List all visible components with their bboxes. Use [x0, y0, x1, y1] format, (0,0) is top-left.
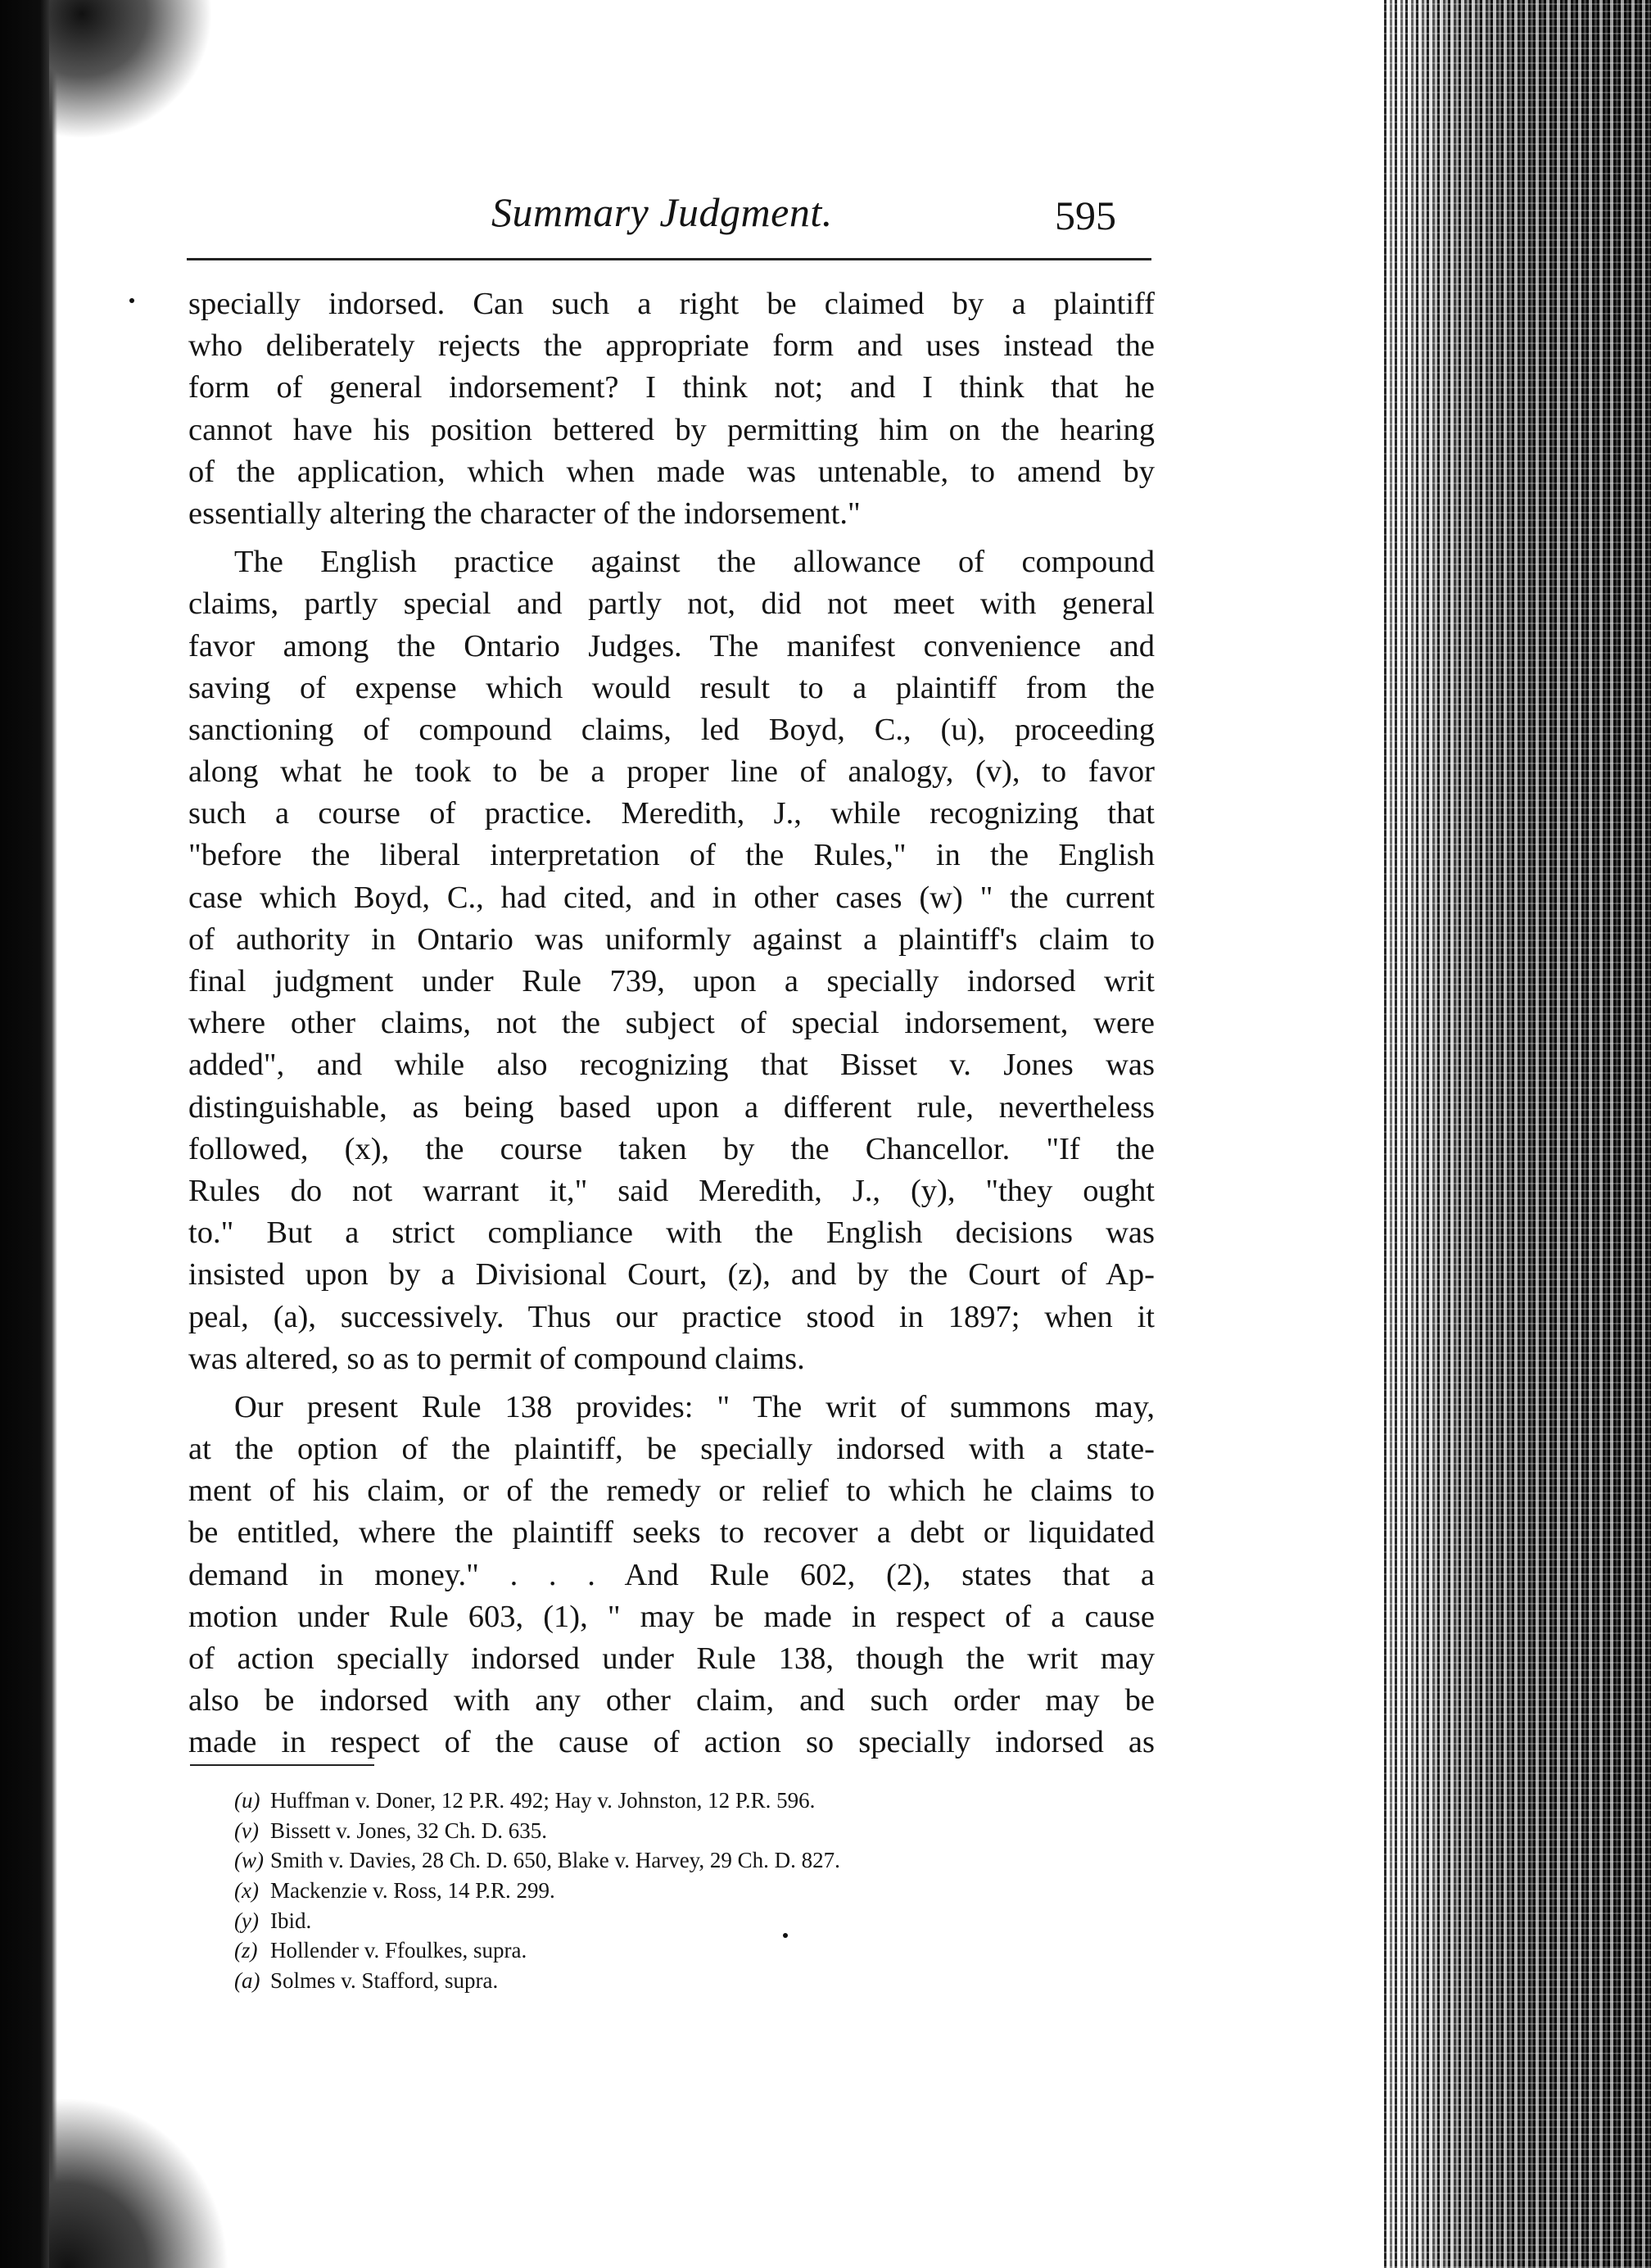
footnote-label: (w) — [234, 1848, 264, 1873]
text-line: cannot have his position bettered by permitting him on the hearing — [188, 412, 1155, 447]
text-line: claims, partly special and partly not, did not meet with general — [188, 586, 1155, 622]
text-line: "before the liberal interpretation of the Rules," in the English — [188, 838, 1155, 873]
footnote-text: Huffman v. Doner, 12 P.R. 492; Hay v. Johnston, 12 P.R. 596. — [270, 1788, 816, 1813]
text-line: demand in money." . . . And Rule 602, (2), states that a — [188, 1557, 1155, 1592]
text-line: specially indorsed. Can such a right be claimed by a plaintiff — [188, 287, 1155, 321]
text-line: favor among the Ontario Judges. The manifest convenience and — [188, 628, 1155, 663]
text-line: of action specially indorsed under Rule 138, though the writ may — [188, 1641, 1155, 1676]
body-text — [188, 283, 1155, 1764]
text-line: distinguishable, as being based upon a different rule, nevertheless — [188, 1089, 1155, 1125]
running-head — [187, 187, 1150, 252]
footnote — [234, 1906, 1135, 1936]
text-line: Our present Rule 138 provides: " The writ of summons may, — [234, 1389, 1155, 1424]
footnote-label: (y) — [234, 1908, 259, 1933]
text-line: made in respect of the cause of action so specially indorsed as — [188, 1725, 1155, 1760]
footnote-label: (u) — [234, 1788, 260, 1813]
text-line: to." But a strict compliance with the English decisions was — [188, 1215, 1155, 1251]
text-line: was altered, so as to permit of compound claims. — [188, 1341, 805, 1376]
text-line: motion under Rule 603, (1), " may be made in respect of a cause — [188, 1599, 1155, 1634]
footnote-text: Solmes v. Stafford, supra. — [270, 1968, 499, 1994]
scan-edge-left-top — [49, 0, 213, 139]
text-line: also be indorsed with any other claim, and such order may be — [188, 1683, 1155, 1718]
footnote-label: (z) — [234, 1938, 258, 1963]
footnote-label: (a) — [234, 1968, 260, 1994]
margin-dot — [129, 298, 134, 303]
scan-edge-right-overlay — [1384, 0, 1651, 2268]
footnote — [234, 1966, 1135, 1996]
scan-edge-left-bottom — [49, 2097, 229, 2268]
text-line: peal, (a), successively. Thus our practice stood in 1897; when it — [188, 1299, 1155, 1334]
paragraph-gap — [188, 535, 1155, 541]
footnote-text: Ibid. — [270, 1908, 312, 1933]
footnote-text: Mackenzie v. Ross, 14 P.R. 299. — [270, 1878, 555, 1904]
footnote — [234, 1935, 1135, 1966]
text-line: such a course of practice. Meredith, J., while recognizing that — [188, 796, 1155, 831]
text-line: The English practice against the allowance of compound — [234, 545, 1155, 580]
footnote-text: Bissett v. Jones, 32 Ch. D. 635. — [270, 1818, 548, 1843]
head-rule — [187, 258, 1151, 260]
paragraph-gap — [188, 1380, 1155, 1387]
footnote — [234, 1845, 1135, 1876]
text-line: essentially altering the character of the indorsement." — [188, 496, 861, 531]
text-line: where other claims, not the subject of special indorsement, were — [188, 1006, 1155, 1041]
text-line: along what he took to be a proper line of analogy, (v), to favor — [188, 754, 1155, 790]
text-line: insisted upon by a Divisional Court, (z), and by the Court of Ap- — [188, 1257, 1155, 1292]
text-line: added", and while also recognizing that Bisset v. Jones was — [188, 1048, 1155, 1083]
footnote-text: Hollender v. Ffoulkes, supra. — [270, 1938, 527, 1963]
text-line: form of general indorsement? I think not; and I think that he — [188, 370, 1155, 405]
footnote-label: (x) — [234, 1878, 259, 1904]
text-line: of authority in Ontario was uniformly against a plaintiff's claim to — [188, 921, 1155, 957]
footnote-rule — [190, 1764, 374, 1766]
footnote — [234, 1786, 1135, 1816]
text-line: Rules do not warrant it," said Meredith, J., (y), "they ought — [188, 1173, 1155, 1208]
text-line: followed, (x), the course taken by the Chancellor. "If the — [188, 1131, 1155, 1166]
text-line: ment of his claim, or of the remedy or relief to which he claims to — [188, 1474, 1155, 1509]
footnotes — [234, 1786, 1135, 1996]
page-number: 595 — [1055, 192, 1116, 238]
text-line: of the application, which when made was untenable, to amend by — [188, 454, 1155, 489]
text-line: sanctioning of compound claims, led Boyd, C., (u), proceeding — [188, 712, 1155, 747]
footnote-text: Smith v. Davies, 28 Ch. D. 650, Blake v. Harvey, 29 Ch. D. 827. — [270, 1848, 840, 1873]
text-line: saving of expense which would result to a plaintiff from the — [188, 670, 1155, 705]
text-line: at the option of the plaintiff, be specially indorsed with a state- — [188, 1432, 1155, 1467]
paragraph — [188, 1387, 1155, 1764]
text-line: final judgment under Rule 739, upon a specially indorsed writ — [188, 964, 1155, 998]
paragraph — [188, 541, 1155, 1380]
paragraph — [188, 283, 1155, 535]
text-line: be entitled, where the plaintiff seeks to recover a debt or liquidated — [188, 1515, 1155, 1550]
footnote — [234, 1816, 1135, 1846]
scan-edge-left — [0, 0, 57, 2268]
running-title: Summary Judgment. — [491, 189, 833, 235]
footnote-label: (v) — [234, 1818, 259, 1843]
text-line: who deliberately rejects the appropriate form and uses instead the — [188, 328, 1155, 364]
text-line: case which Boyd, C., had cited, and in other cases (w) " the current — [188, 880, 1155, 915]
footnote — [234, 1876, 1135, 1906]
